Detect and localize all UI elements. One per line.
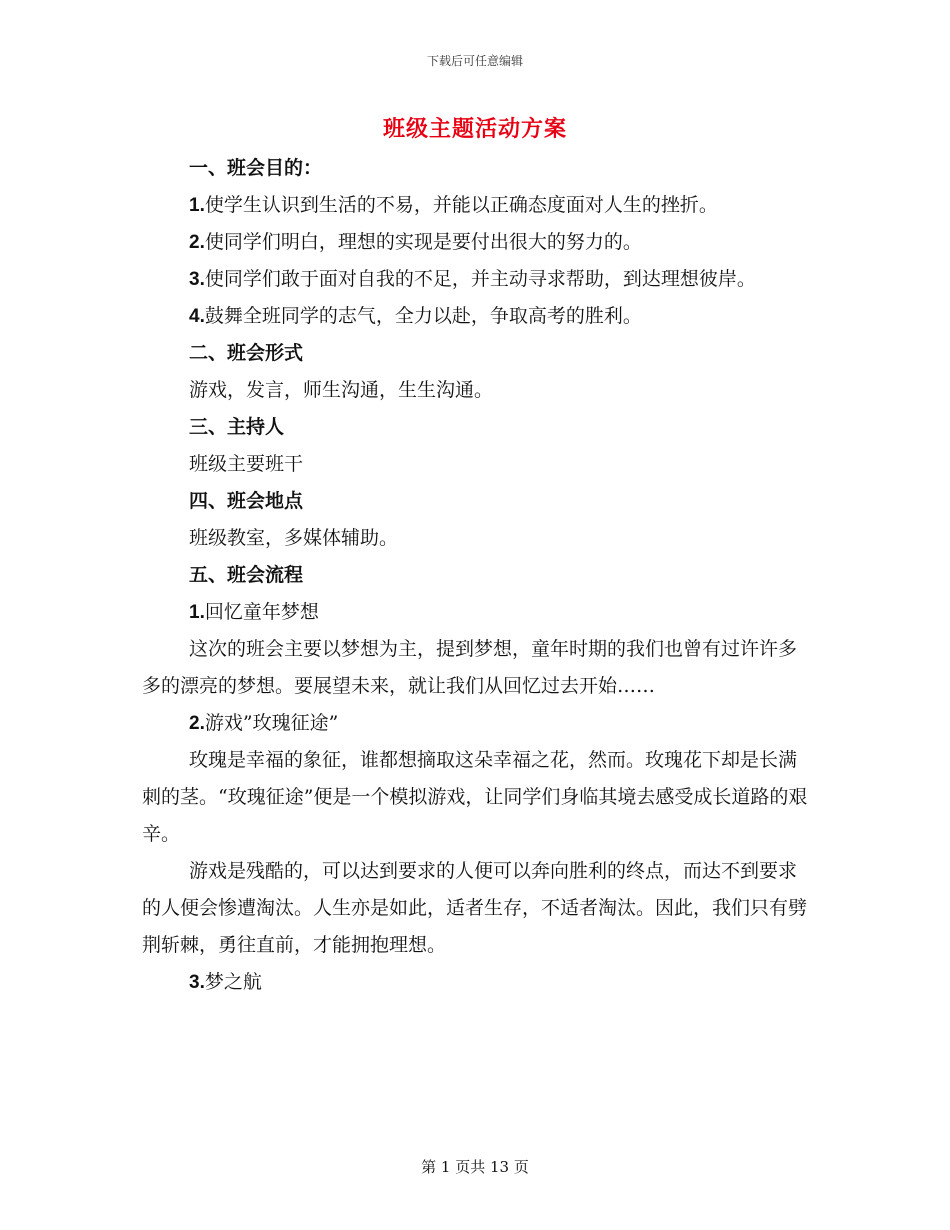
subheading-text: 游戏”玫瑰征途” (204, 712, 339, 734)
item-number: 2. (189, 713, 205, 734)
location-text: 班级教室，多媒体辅助。 (189, 527, 399, 549)
item-number: 3. (189, 269, 205, 290)
section-heading-format: 二、班会形式 (189, 342, 304, 364)
process-paragraph-2b: 游戏是残酷的，可以达到要求的人便可以奔向胜利的终点，而达不到要求的人便会惨遭淘汰。人生亦是如此，适者生存，不适者淘汰。因此，我们只有劈荆斩棘，勇往直前，才能拥抱理想。 (142, 860, 808, 956)
process-subheading-2 (142, 705, 810, 742)
item-text: 使同学们明白，理想的实现是要付出很大的努力的。 (204, 231, 642, 253)
format-text: 游戏，发言，师生沟通，生生沟通。 (189, 379, 494, 401)
section-heading-purpose: 一、班会目的： (189, 157, 323, 179)
section-heading-process: 五、班会流程 (189, 564, 304, 586)
page-header-note: 下载后可任意编辑 (426, 54, 523, 68)
section-heading-host: 三、主持人 (189, 416, 285, 438)
purpose-item-1 (142, 187, 810, 224)
document-title: 班级主题活动方案 (382, 116, 567, 142)
process-subheading-1 (142, 594, 810, 631)
item-number: 1. (189, 195, 205, 216)
process-paragraph-1: 这次的班会主要以梦想为主，提到梦想，童年时期的我们也曾有过许许多多的漂亮的梦想。要展望未来，就让我们从回忆过去开始…… (142, 638, 798, 697)
subheading-text: 梦之航 (204, 971, 262, 993)
process-paragraph-2a: 玫瑰是幸福的象征，谁都想摘取这朵幸福之花，然而。玫瑰花下却是长满刺的茎。“玫瑰征途”便是一个模拟游戏，让同学们身临其境去感受成长道路的艰辛。 (142, 749, 808, 845)
process-subheading-3 (142, 964, 810, 1001)
subheading-text: 回忆童年梦想 (204, 601, 319, 623)
item-text: 使学生认识到生活的不易，并能以正确态度面对人生的挫折。 (204, 194, 718, 216)
item-text: 使同学们敢于面对自我的不足，并主动寻求帮助，到达理想彼岸。 (204, 268, 756, 290)
purpose-item-2 (142, 224, 810, 261)
section-heading-location: 四、班会地点 (189, 490, 304, 512)
item-number: 2. (189, 232, 205, 253)
item-number: 4. (189, 306, 205, 327)
item-number: 1. (189, 602, 205, 623)
item-number: 3. (189, 972, 205, 993)
purpose-item-3 (142, 261, 810, 298)
document-body (142, 150, 810, 1001)
purpose-item-4 (142, 298, 810, 335)
page-number-footer: 第 1 页共 13 页 (421, 1158, 529, 1176)
host-text: 班级主要班干 (189, 453, 304, 475)
item-text: 鼓舞全班同学的志气，全力以赴，争取高考的胜利。 (204, 305, 642, 327)
